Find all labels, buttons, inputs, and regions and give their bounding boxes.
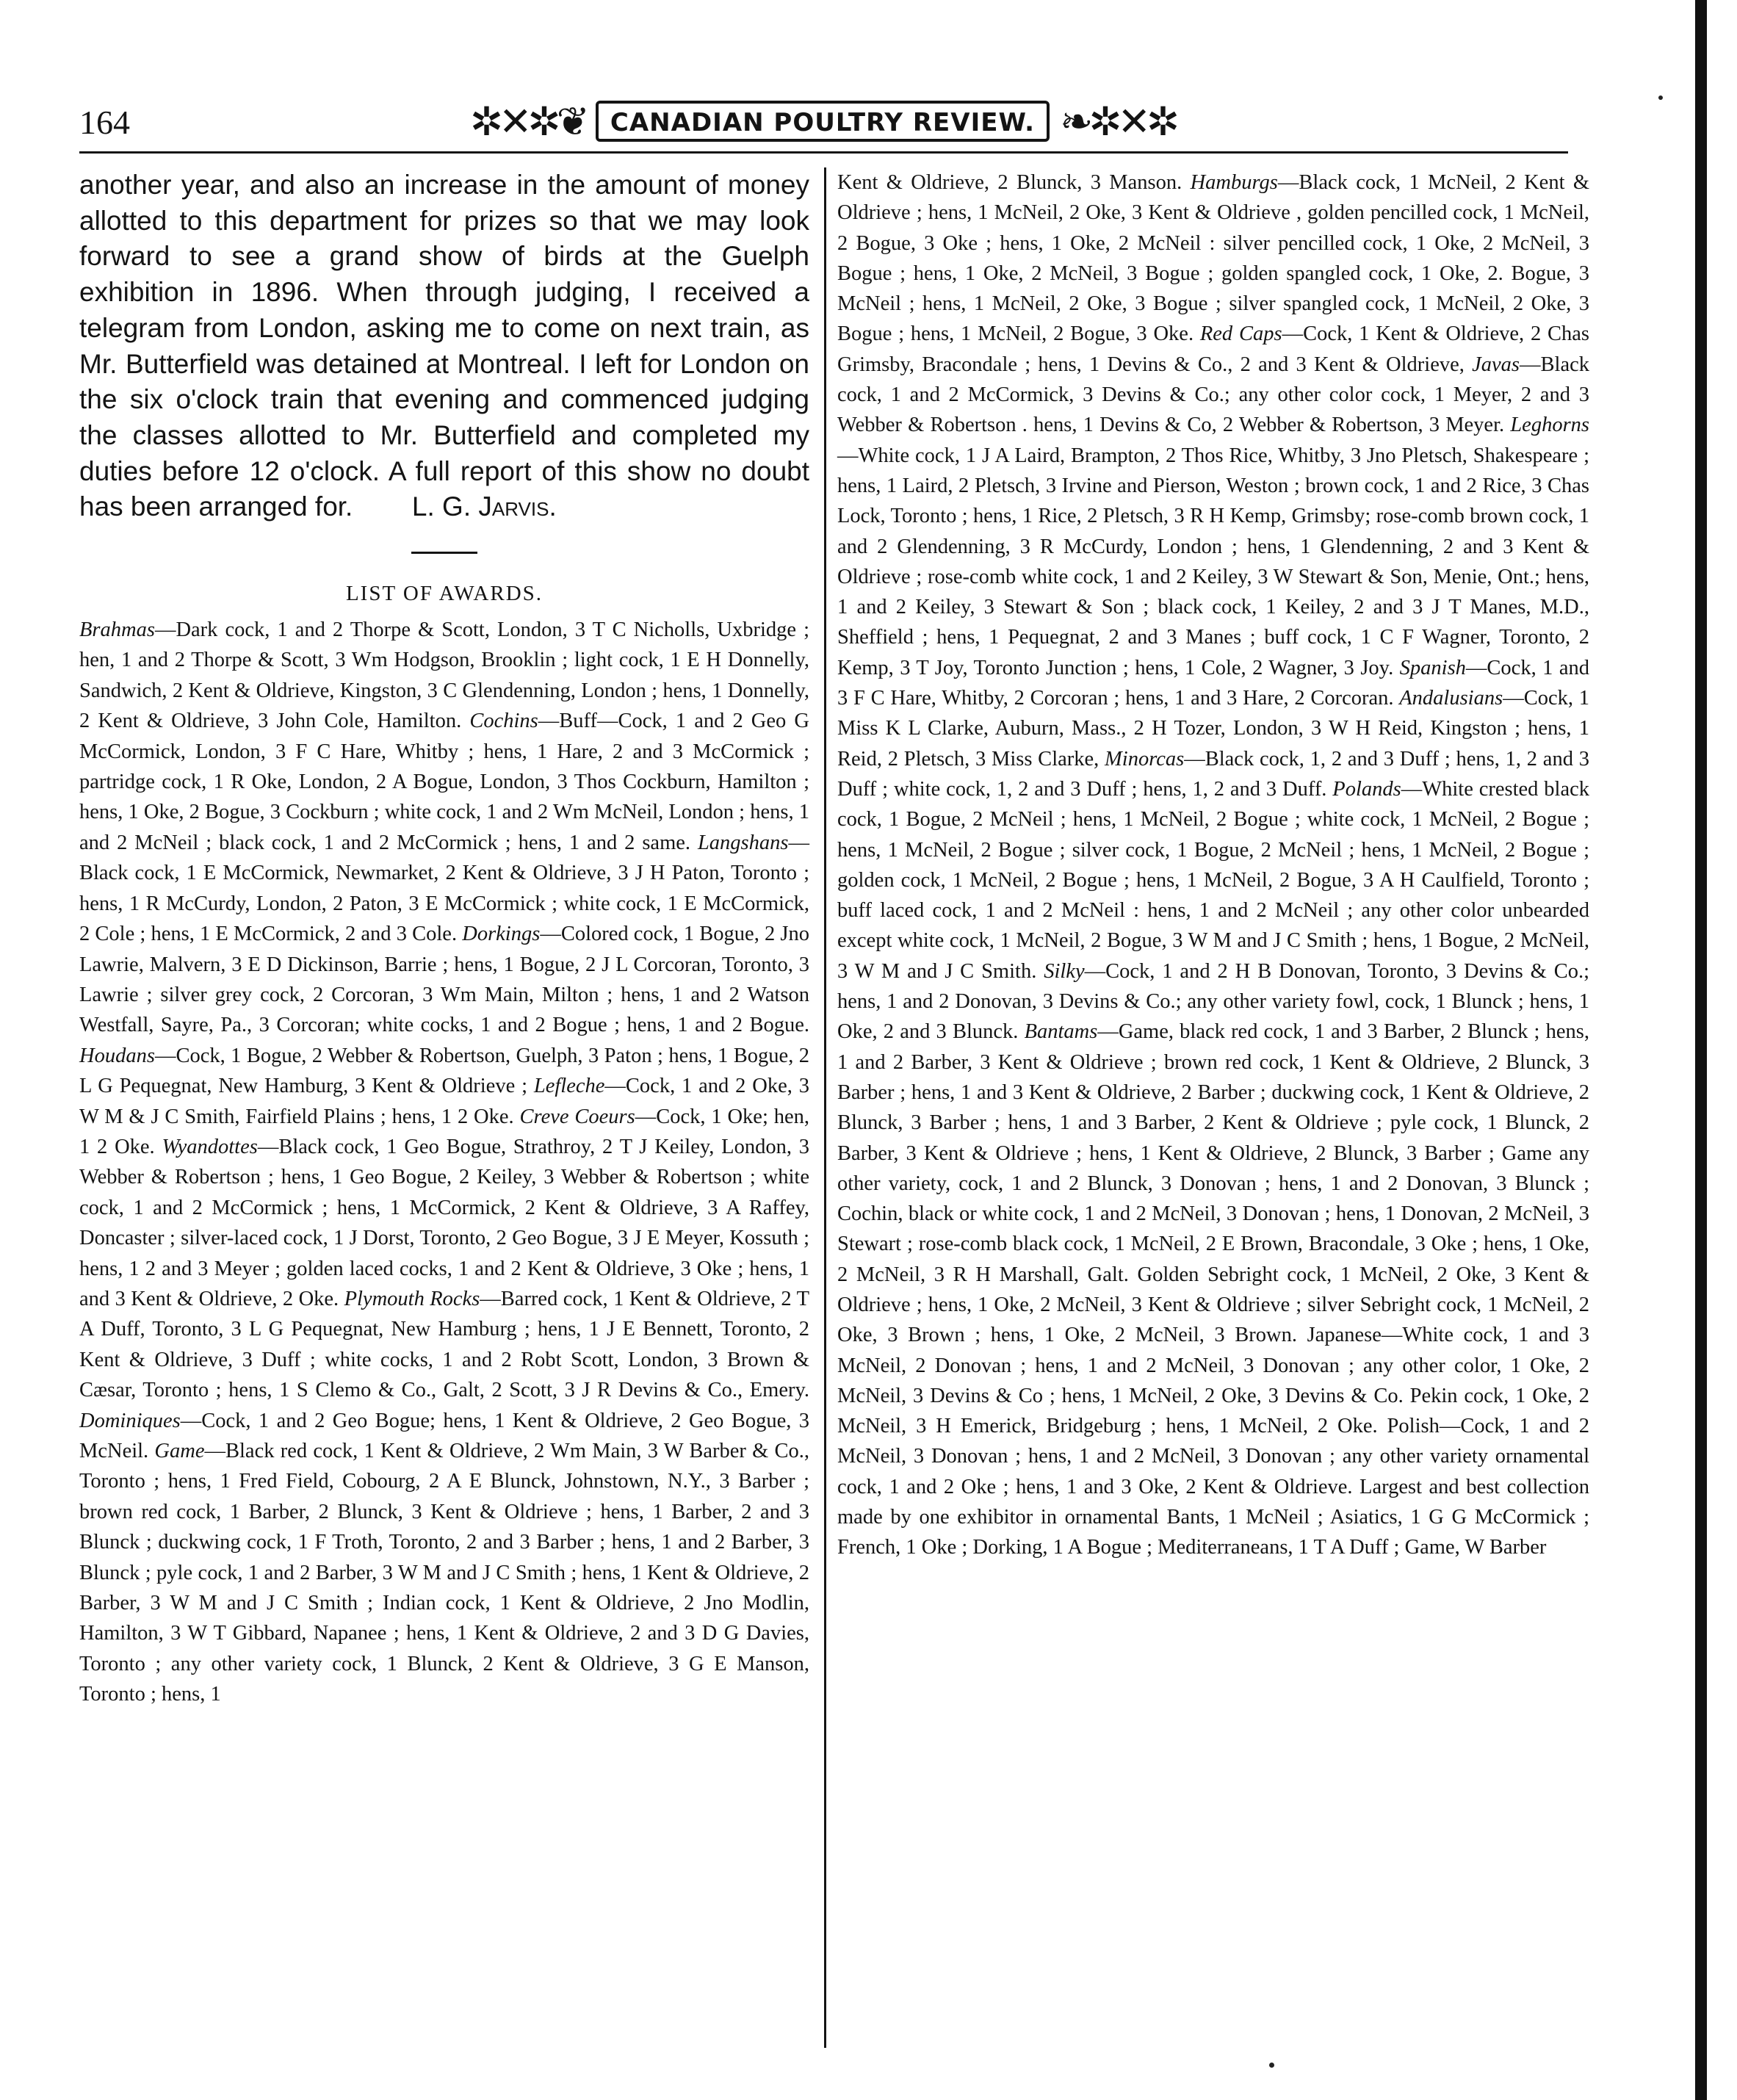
breed-name: Brahmas [79, 618, 155, 642]
breed-name: Silky [1044, 959, 1085, 983]
breed-name: Creve Coeurs [519, 1105, 635, 1128]
breed-name: Javas [1472, 353, 1520, 376]
scan-speck-bottom [1269, 2063, 1274, 2068]
breed-name: Dominiques [79, 1409, 181, 1432]
scan-speck [1658, 95, 1663, 100]
page-edge-shadow [1695, 0, 1707, 2100]
awards-heading: LIST OF AWARDS. [345, 582, 544, 606]
award-entry-text: —White crested black cock, 1 Bogue, 2 McNeil ; hens, 1 McNeil, 2 Bogue ; white cock, 1 McNeil, 2 Bogue ; hens, 1 McNeil, 2 Bogue ; silver cock, 1 Bogue, 2 McNeil ; hens, 1 McNeil, 2 Bogue ; golden cock, 1 McNeil, 2 Bogue ; hens, 1 McNeil, 2 Bogue, 3 A H Caulfield, Toronto ; buff laced cock, 1 and 2 McNeil : hens, 1 and 2 McNeil ; any other color unbearded except white cock, 1 McNeil, 2 Bogue, 3 W M and J C Smith ; hens, 1 Bogue, 2 McNeil, 3 W M and J C Smith. [837, 777, 1589, 983]
award-entry-text: —Black cock, 1 Geo Bogue, Strathroy, 2 T J Keiley, London, 3 Webber & Robertson ; hens, 1 Geo Bogue, 2 Keiley, 3 Webber & Robertson ; white cock, 1 and 2 McCormick ; hens, 1 McCormick, 2 Kent & Oldrieve, 3 A Raffey, Doncaster ; silver-laced cock, 1 J Dorst, Toronto, 2 Geo Bogue, 3 J E Meyer, Kossuth ; hens, 1 2 and 3 Meyer ; golden laced cocks, 1 and 2 Kent & Oldrieve, 3 Oke ; hens, 1 and 3 Kent & Oldrieve, 2 Oke. [79, 1135, 809, 1310]
award-entry-text: —Cock, 1 and 2 Geo Bogue; hens, 1 Kent & Oldrieve, 2 Geo Bogue, 3 McNeil. [79, 1409, 809, 1462]
breed-name: Leghorns [1510, 414, 1589, 437]
intro-text: another year, and also an increase in the amount of money allotted to this department for prizes so that we may look forward to see a grand show of birds at the Guelph exhibition in 1896. When through judging, I received a telegram from London, asking me to come on next train, as Mr. Butterfield was detained at Montreal. I left for London on the six o'clock train that evening and commenced judging the classes allotted to Mr. Butterfield and completed my duties before 12 o'clock. A full report of this show no doubt has been arranged for. [79, 170, 809, 522]
breed-name: Game [154, 1440, 205, 1462]
breed-name: Red Caps [1199, 322, 1282, 346]
award-entry-text: —Game, black red cock, 1 and 3 Barber, 2 Blunck ; hens, 1 and 2 Barber, 3 Kent & Oldrieve ; brown red cock, 1 Kent & Oldrieve, 2 Blunck, 3 Barber ; hens, 1 and 3 Kent & Oldrieve, 2 Barber ; duckwing cock, 1 Kent & Oldrieve, 2 Blunck, 3 Barber ; hens, 1 and 3 Barber, 2 Kent & Oldrieve ; pyle cock, 1 Blunck, 2 Barber, 3 Kent & Oldrieve ; hens, 1 Kent & Oldrieve, 2 Blunck, 3 Barber ; Game any other variety, cock, 1 and 2 Blunck, 3 Donovan ; hens, 1 and 2 Donovan, 3 Blunck ; Cochin, black or white cock, 1 and 2 McNeil, 3 Donovan ; hens, 1 Donovan, 2 McNeil, 3 Stewart ; rose-comb black cock, 1 McNeil, 2 E Brown, Bracondale, 3 Oke ; hens, 1 Oke, 2 McNeil, 3 R H Marshall, Galt. Golden Sebright cock, 1 McNeil, 2 Oke, 3 Kent & Oldrieve ; hens, 1 Oke, 2 McNeil, 3 Kent & Oldrieve ; silver Sebright cock, 1 McNeil, 2 Oke, 3 Brown ; hens, 1 Oke, 2 McNeil, 3 Brown. Japanese—White cock, 1 and 3 McNeil, 2 Donovan ; hens, 1 and 2 McNeil, 3 Donovan ; any other color, 1 Oke, 2 McNeil, 3 Devins & Co ; hens, 1 McNeil, 2 Oke, 3 Devins & Co. Pekin cock, 1 Oke, 2 McNeil, 3 H Emerick, Bridgeburg ; hens, 1 McNeil, 2 Oke. Polish—Cock, 1 and 2 McNeil, 3 Donovan ; hens, 1 and 2 McNeil, 3 Donovan ; any other variety ornamental cock, 1 and 2 Oke ; hens, 1 and 3 Oke, 2 Kent & Oldrieve. Largest and best collection made by one exhibitor in ornamental Bants, 1 McNeil ; Asiatics, 1 G G McCormick ; French, 1 Oke ; Dorking, 1 A Bogue ; Mediterraneans, 1 T A Duff ; Game, W Barber [837, 1020, 1589, 1559]
award-entry-text: —Dark cock, 1 and 2 Thorpe & Scott, London, 3 T C Nicholls, Uxbridge ; hen, 1 and 2 Thorpe & Scott, 3 Wm Hodgson, Brooklin ; light cock, 1 E H Donnelly, Sandwich, 2 Kent & Oldrieve, Kingston, 3 C Glendenning, London ; hens, 1 Donnelly, 2 Kent & Oldrieve, 3 John Cole, Hamilton. [79, 618, 809, 733]
award-entry-text: —Black cock, 1 McNeil, 2 Kent & Oldrieve ; hens, 1 McNeil, 2 Oke, 3 Kent & Oldrieve , golden pencilled cock, 1 McNeil, 2 Bogue, 3 Oke ; hens, 1 Oke, 2 McNeil : silver pencilled cock, 1 Oke, 2 McNeil, 3 Bogue ; hens, 1 Oke, 2 McNeil, 3 Bogue ; golden spangled cock, 1 Oke, 2. Bogue, 3 McNeil ; hens, 1 McNeil, 2 Oke, 3 Bogue ; silver spangled cock, 1 McNeil, 2 Oke, 3 Bogue ; hens, 1 McNeil, 2 Bogue, 3 Oke. [837, 171, 1589, 346]
masthead [469, 88, 1176, 154]
breed-name: Cochins [469, 710, 538, 733]
award-entry-text: —White cock, 1 J A Laird, Brampton, 2 Thos Rice, Whitby, 3 Jno Pletsch, Shakespeare ; hens, 1 Laird, 2 Pletsch, 3 Irvine and Pierson, Weston ; brown cock, 1 and 2 Rice, 3 Chas Lock, Toronto ; hens, 1 Rice, 2 Pletsch, 3 R H Kemp, Grimsby; rose-comb brown cock, 1 and 2 Glendenning, 3 R McCurdy, London ; hens, 1 Glendenning, 2 and 3 Kent & Oldrieve ; rose-comb white cock, 1 and 2 Keiley, 3 W Stewart & Son, Menie, Ont.; hens, 1 and 2 Keiley, 3 Stewart & Son ; black cock, 1 Keiley, 2 and 3 J T Manes, M.D., Sheffield ; hens, 1 Pequegnat, 2 and 3 Manes ; buff cock, 1 C F Wagner, Toronto, 2 Kemp, 3 T Joy, Toronto Junction ; hens, 1 Cole, 2 Wagner, 3 Joy. [837, 444, 1589, 679]
award-entry-text: —Black cock, 1 and 2 McCormick, 3 Devins & Co.; any other color cock, 1 Meyer, 2 and 3 Webber & Robertson . hens, 1 Devins & Co, 2 Webber & Robertson, 3 Meyer. [837, 353, 1589, 437]
award-entry-text: —Cock, 1 and 2 H B Donovan, Toronto, 3 Devins & Co.; hens, 1 and 2 Donovan, 3 Devins & Co.; any other variety fowl, cock, 1 Blunck ; hens, 1 Oke, 2 and 3 Blunck. [837, 959, 1589, 1044]
award-entry-text: Kent & Oldrieve, 2 Blunck, 3 Manson. [837, 171, 1191, 194]
journal-title: CANADIAN POULTRY REVIEW. [596, 101, 1050, 142]
column-divider [824, 167, 826, 2048]
breed-name: Spanish [1399, 656, 1466, 679]
left-column [79, 167, 809, 1710]
award-entry-text: —Cock, 1 and 3 F C Hare, Whitby, 2 Corcoran ; hens, 1 and 3 Hare, 2 Corcoran. [837, 656, 1589, 710]
right-column [837, 167, 1589, 1563]
awards-list-left [79, 615, 809, 1710]
award-entry-text: —Black cock, 1 E McCormick, Newmarket, 2 Kent & Oldrieve, 3 J H Paton, Toronto ; hens, 1 R McCurdy, London, 2 Paton, 3 E McCormick ; white cock, 1 E McCormick, 2 Cole ; hens, 1 E McCormick, 2 and 3 Cole. [79, 831, 809, 946]
award-entry-text: —Barred cock, 1 Kent & Oldrieve, 2 T A Duff, Toronto, 3 L G Pequegnat, New Hamburg ; hens, 1 J E Bennett, Toronto, 2 Kent & Oldrieve, 3 Duff ; white cocks, 1 and 2 Robt Scott, London, 3 Brown & Cæsar, Toronto ; hens, 1 S Clemo & Co., Galt, 2 Scott, 3 J R Devins & Co., Emery. [79, 1287, 809, 1402]
header-rule [79, 151, 1568, 154]
page-number: 164 [79, 104, 130, 141]
breed-name: Wyandottes [162, 1135, 258, 1158]
author-signature: L. G. Jarvis. [411, 491, 557, 522]
breed-name: Houdans [79, 1044, 155, 1067]
award-entry-text: —Cock, 1 Oke; hen, 1 2 Oke. [79, 1105, 809, 1158]
right-ornament-icon: ❧✲✕✲ [1060, 99, 1176, 144]
breed-name: Plymouth Rocks [344, 1287, 480, 1310]
breed-name: Andalusians [1399, 687, 1503, 710]
award-entry-text: —Cock, 1 Bogue, 2 Webber & Robertson, Guelph, 3 Paton ; hens, 1 Bogue, 2 L G Pequegnat, New Hamburg, 3 Kent & Oldrieve ; [79, 1044, 809, 1098]
breed-name: Dorkings [462, 923, 541, 946]
breed-name: Hamburgs [1190, 171, 1278, 194]
breed-name: Polands [1332, 777, 1401, 801]
award-entry-text: —Cock, 1 Kent & Oldrieve, 2 Chas Grimsby, Bracondale ; hens, 1 Devins & Co., 2 and 3 Kent & Oldrieve, [837, 322, 1589, 376]
awards-list-right [837, 167, 1589, 1563]
award-entry-text: —Black red cock, 1 Kent & Oldrieve, 2 Wm Main, 3 W Barber & Co., Toronto ; hens, 1 Fred Field, Cobourg, 2 A E Blunck, Johnstown, N.Y., 3 Barber ; brown red cock, 1 Barber, 2 Blunck, 3 Kent & Oldrieve ; hens, 1 Barber, 2 and 3 Blunck ; duckwing cock, 1 F Troth, Toronto, 2 and 3 Barber ; hens, 1 and 2 Barber, 3 Blunck ; pyle cock, 1 and 2 Barber, 3 W M and J C Smith ; hens, 1 Kent & Oldrieve, 2 Barber, 3 W M and J C Smith ; Indian cock, 1 Kent & Oldrieve, 2 Jno Modlin, Hamilton, 3 W T Gibbard, Napanee ; hens, 1 Kent & Oldrieve, 2 and 3 D G Davies, Toronto ; any other variety cock, 1 Blunck, 2 Kent & Oldrieve, 3 G E Manson, Toronto ; hens, 1 [79, 1440, 810, 1706]
breed-name: Langshans [697, 831, 789, 854]
award-entry-text: —Black cock, 1, 2 and 3 Duff ; hens, 1, 2 and 3 Duff ; white cock, 1, 2 and 3 Duff ; hens, 1, 2 and 3 Duff. [837, 747, 1589, 801]
breed-name: Bantams [1024, 1020, 1098, 1044]
award-entry-text: —Colored cock, 1 Bogue, 2 Jno Lawrie, Malvern, 3 E D Dickinson, Barrie ; hens, 1 Bogue, 2 J L Corcoran, Toronto, 3 Lawrie ; silver grey cock, 2 Corcoran, 3 Wm Main, Milton ; hens, 1 and 2 Watson Westfall, Sayre, Pa., 3 Corcoran; white cocks, 1 and 2 Bogue ; hens, 1 and 2 Bogue. [79, 923, 809, 1037]
breed-name: Lefleche [533, 1075, 605, 1098]
award-entry-text: —Cock, 1 Miss K L Clarke, Auburn, Mass., 2 H Tozer, London, 3 W H Reid, Kingston ; hens, 1 Reid, 2 Pletsch, 3 Miss Clarke, [837, 687, 1589, 771]
section-separator [411, 552, 477, 554]
left-ornament-icon: ✲✕✲❦ [469, 99, 585, 144]
breed-name: Minorcas [1105, 747, 1185, 771]
award-entry-text: —Cock, 1 and 2 Oke, 3 W M & J C Smith, Fairfield Plains ; hens, 1 2 Oke. [79, 1075, 809, 1128]
award-entry-text: —Buff—Cock, 1 and 2 Geo G McCormick, London, 3 F C Hare, Whitby ; hens, 1 Hare, 2 and 3 McCormick ; partridge cock, 1 R Oke, London, 2 A Bogue, London, 3 Thos Cockburn, Hamilton ; hens, 1 Oke, 2 Bogue, 3 Cockburn ; white cock, 1 and 2 Wm McNeil, London ; hens, 1 and 2 McNeil ; black cock, 1 and 2 McCormick ; hens, 1 and 2 same. [79, 710, 809, 854]
intro-paragraph [79, 167, 809, 525]
